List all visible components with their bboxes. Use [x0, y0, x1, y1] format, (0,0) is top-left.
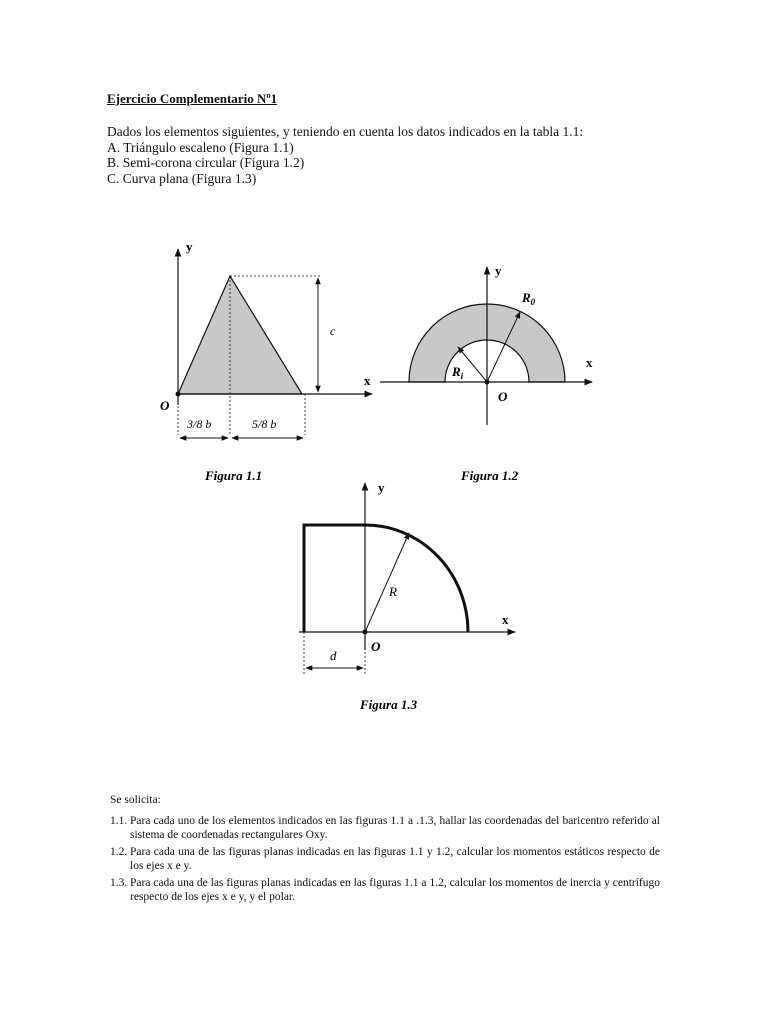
- y-axis-label: y: [186, 239, 193, 254]
- request-item: [110, 876, 660, 905]
- right-base-label: 5/8 b: [252, 417, 277, 431]
- inner-radius-label: $R_i$: [452, 364, 464, 381]
- intro-item-a: A. Triángulo escaleno (Figura 1.1): [107, 139, 294, 155]
- request-item: [110, 845, 660, 874]
- offset-label: d: [330, 648, 337, 663]
- radius-label: R: [389, 584, 397, 599]
- y-axis-label: y: [495, 263, 502, 278]
- figure-1-2: [370, 255, 630, 490]
- figure-1-3: [285, 475, 535, 720]
- intro-text: [107, 124, 583, 186]
- request-text: Para cada uno de los elementos indicados en las figuras 1.1 a .1.3, hallar las coordenadas del baricentro referido al sistema de coordenadas rectangulares Oxy.: [130, 814, 660, 841]
- exercise-heading: Ejercicio Complementario Nº1: [107, 91, 278, 106]
- request-number: 1.2.: [110, 845, 128, 858]
- requests-title: Se solicita:: [110, 794, 161, 806]
- x-axis-label: x: [586, 355, 593, 370]
- origin-label: O: [498, 389, 508, 404]
- y-axis-label: y: [378, 480, 385, 495]
- figure-caption: Figura 1.1: [205, 468, 263, 483]
- height-label: c: [330, 324, 336, 338]
- x-axis-label: x: [502, 612, 509, 627]
- intro-line: Dados los elementos siguientes, y teniendo en cuenta los datos indicados en la tabla 1.1:: [107, 124, 584, 139]
- requests-section: [110, 793, 660, 907]
- figure-caption: Figura 1.3: [360, 697, 418, 712]
- plane-curve: [304, 525, 468, 632]
- origin-label: O: [160, 398, 170, 413]
- intro-item-b: B. Semi-corona circular (Figura 1.2): [107, 155, 305, 170]
- figure-caption: Figura 1.2: [461, 468, 519, 483]
- origin-label: O: [371, 639, 381, 654]
- x-axis-label: x: [364, 373, 371, 388]
- request-number: 1.1.: [110, 814, 128, 827]
- outer-radius-label: $R_0$: [522, 290, 536, 307]
- triangle-shape: [178, 276, 302, 394]
- request-text: Para cada una de las figuras planas indicadas en las figuras 1.1 y 1.2, calcular los momentos estáticos respecto de los ejes x e y.: [130, 845, 660, 872]
- request-number: 1.3.: [110, 876, 128, 889]
- intro-item-c: C. Curva plana (Figura 1.3): [107, 170, 257, 186]
- figure-1-1: [150, 235, 390, 495]
- left-base-label: 3/8 b: [187, 417, 212, 431]
- request-text: Para cada una de las figuras planas indicadas en las figuras 1.1 a 1.2, calcular los momentos de inercia y centrífugo respecto de los ejes x e y, y el polar.: [130, 876, 660, 903]
- request-item: [110, 814, 660, 843]
- radius-arrow: [365, 533, 409, 632]
